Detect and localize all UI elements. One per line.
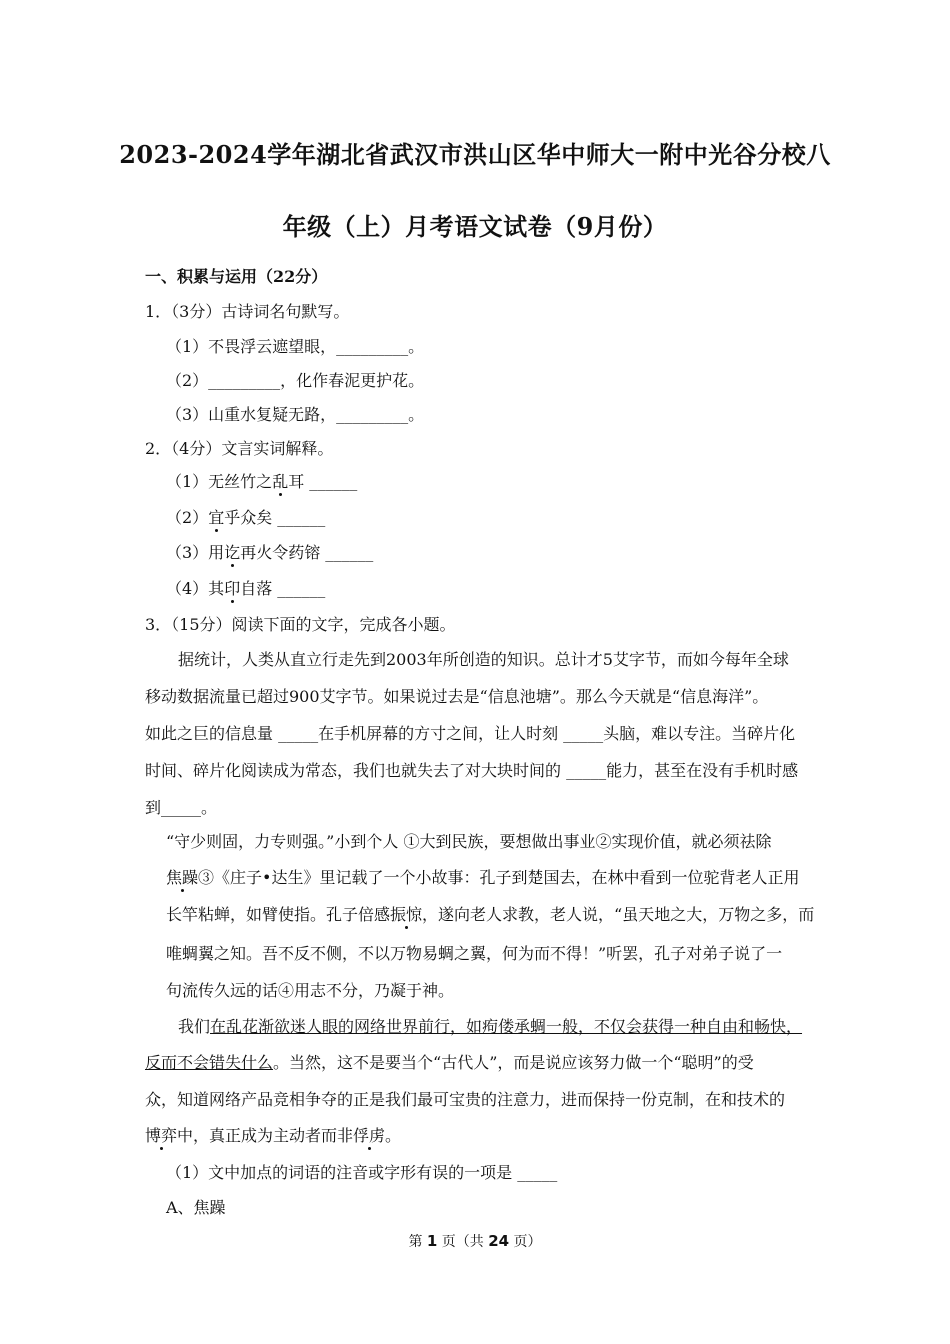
total-pages: 24: [488, 1232, 510, 1250]
footer-text: 第: [408, 1234, 427, 1250]
question-1-item-2: （2）_________，化作春泥更护花。: [166, 371, 425, 390]
question-2-item-4: [166, 576, 325, 599]
dotted-word: 焦躁: [166, 868, 199, 887]
line-text: 我们: [178, 1017, 211, 1036]
passage-2-line-3: [166, 902, 814, 925]
page-number: 1: [426, 1232, 438, 1250]
item-text: 耳 ______: [288, 472, 358, 491]
line-text: 中，真正成为主动者而非: [177, 1126, 354, 1145]
line-text: 。当然，这不是要当个“古代人”，而是说应该努力做一个“聪明”的受: [273, 1053, 754, 1072]
passage-3-line-2: [145, 1050, 754, 1073]
line-text: 长竿粘蝉，如臂使指。孔子倍感: [166, 905, 391, 924]
item-text: 再火令药镕 ______: [240, 543, 374, 562]
question-2-item-2: [166, 505, 325, 528]
question-2-stem: 2．（4分）文言实词解释。: [145, 439, 334, 458]
passage-2-line-4: 唯蜩翼之知。吾不反不侧，不以万物易蜩之翼，何为而不得！”听罢，孔子对弟子说了一: [166, 944, 783, 963]
footer-text: 页（共: [437, 1234, 489, 1250]
question-1-stem: 1．（3分）古诗词名句默写。: [145, 302, 350, 321]
question-1-item-3: （3）山重水复疑无路，_________。: [166, 405, 425, 424]
item-text: 自落 ______: [240, 579, 326, 598]
passage-1-line-1: 据统计，人类从直立行走先到2003年所创造的知识。总计才5艾字节，而如今每年全球: [178, 650, 789, 669]
passage-2-line-2: [166, 865, 799, 888]
dotted-word: 博弈: [145, 1126, 178, 1145]
line-text: ③《庄子•达生》里记载了一个小故事：孔子到楚国去，在林中看到一位驼背老人正用: [198, 868, 800, 887]
line-text: 。: [385, 1126, 402, 1145]
sub-question-1: （1）文中加点的词语的注音或字形有误的一项是 _____: [166, 1163, 558, 1182]
passage-1-line-4: 时间、碎片化阅读成为常态，我们也就失去了对大块时间的 _____能力，甚至在没有手机时感: [145, 761, 799, 780]
dotted-char: 乱: [272, 472, 289, 491]
dotted-char: 宜: [208, 508, 225, 527]
passage-1-line-3: 如此之巨的信息量 _____在手机屏幕的方寸之间，让人时刻 _____头脑，难以专注。当碎片化: [145, 724, 796, 743]
item-text: （4）其: [166, 579, 225, 598]
item-text: （3）用: [166, 543, 225, 562]
passage-1-line-2: 移动数据流量已超过900艾字节。如果说过去是“信息池塘”。那么今天就是“信息海洋”。: [145, 687, 769, 706]
item-text: 乎众矣 ______: [224, 508, 326, 527]
question-2-item-3: [166, 540, 373, 563]
question-1-item-1: （1）不畏浮云遮望眼，_________。: [166, 337, 425, 356]
passage-2-line-1: “守少则固，力专则强。”小到个人 ①大到民族，要想做出事业②实现价值，就必须祛除: [166, 832, 772, 851]
passage-3-line-3: 众，知道网络产品竞相争夺的正是我们最可宝贵的注意力，进而保持一份克制，在和技术的: [145, 1090, 786, 1109]
passage-2-line-5: 句流传久远的话④用志不分，乃凝于神。: [166, 981, 455, 1000]
underlined-sentence: 在乱花渐欲迷人眼的网络世界前行，如痀偻承蜩一般，不仅会获得一种自由和畅快，: [210, 1017, 803, 1036]
option-a: A、焦躁: [166, 1198, 226, 1217]
item-text: （2）: [166, 508, 209, 527]
question-3-stem: 3．（15分）阅读下面的文字，完成各小题。: [145, 615, 456, 634]
dotted-word: 振惊: [390, 905, 423, 924]
dotted-word: 俘虏: [353, 1126, 386, 1145]
passage-3-line-1: [178, 1014, 802, 1037]
passage-1-line-5: 到_____。: [145, 798, 218, 817]
underlined-sentence: 反而不会错失什么: [145, 1053, 274, 1072]
title-line-2: 年级（上）月考语文试卷（9月份）: [282, 212, 668, 241]
section-heading: 一、积累与运用（22分）: [145, 267, 328, 286]
item-text: （1）无丝竹之: [166, 472, 273, 491]
passage-3-line-4: [145, 1123, 401, 1146]
page-footer: [0, 1231, 950, 1251]
title-line-1: 2023-2024学年湖北省武汉市洪山区华中师大一附中光谷分校八: [119, 140, 831, 169]
footer-text: 页）: [509, 1234, 542, 1250]
line-text: ，遂向老人求教，老人说，“虽天地之大，万物之多，而: [422, 905, 815, 924]
dotted-char: 讫: [224, 543, 241, 562]
dotted-char: 印: [224, 579, 241, 598]
question-2-item-1: [166, 469, 357, 492]
